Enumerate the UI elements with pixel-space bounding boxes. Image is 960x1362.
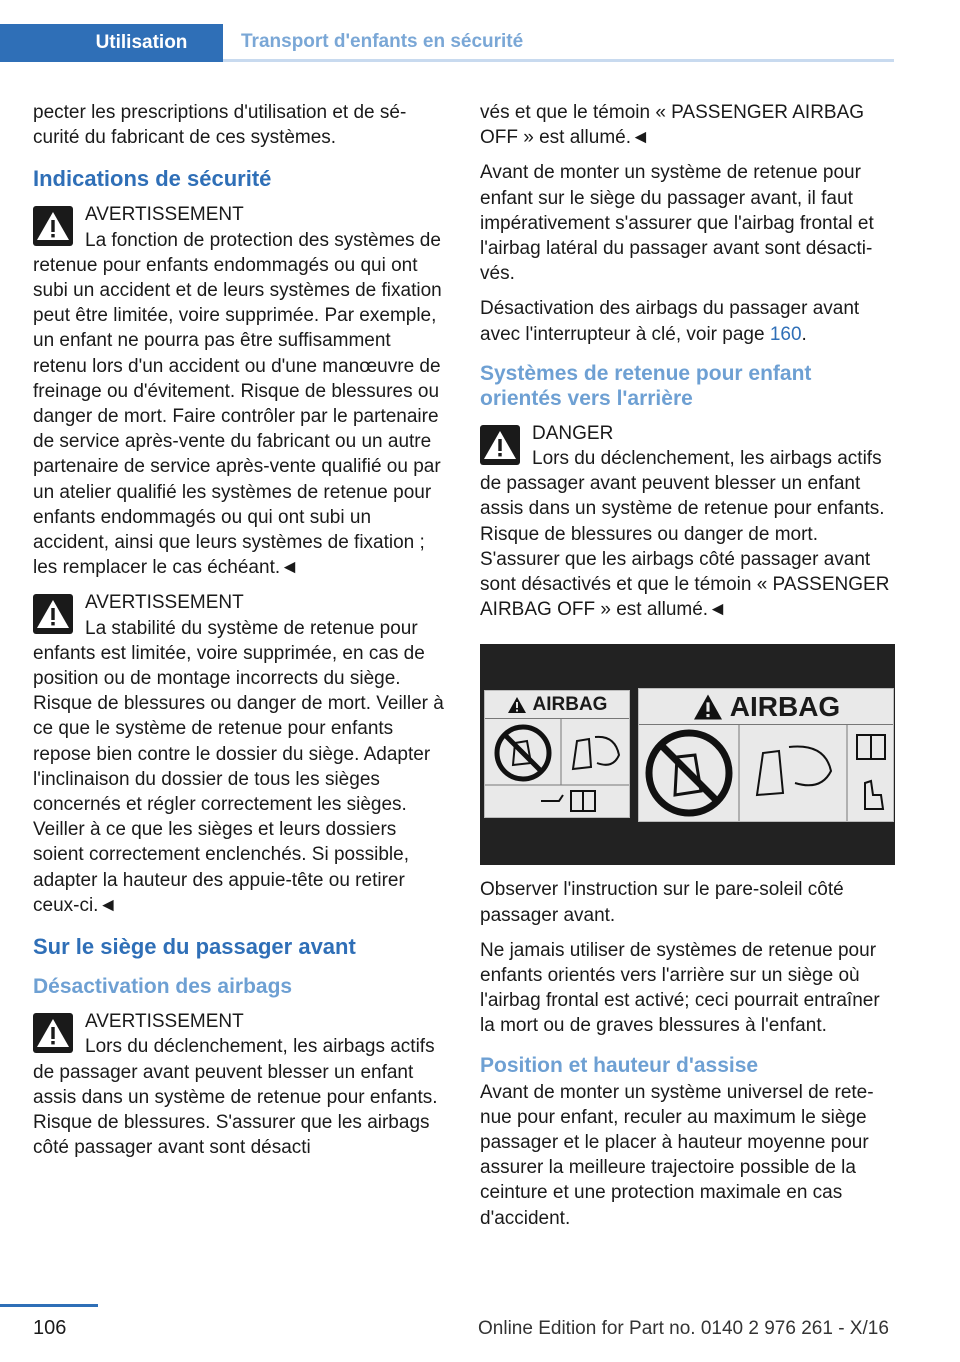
warning-block-2 (33, 590, 445, 918)
warning-triangle-icon (33, 594, 73, 634)
page-number: 106 (33, 1317, 67, 1339)
edition-text: Online Edition for Part no. 0140 2 976 261 - X/16 (478, 1318, 889, 1339)
paragraph-never-use: Ne jamais utiliser de systèmes de retenue pour enfants orientés vers l'arrière sur un siège où l'airbag frontal est activé; ceci pourrait entraîner la mort ou de graves blessures à l'enfant. (480, 939, 880, 1037)
danger-block (480, 421, 896, 623)
warning-triangle-icon (33, 206, 73, 246)
warning-title: AVERTISSEMENT (85, 592, 244, 614)
heading-seat-position: Position et hauteur d'assise (480, 1053, 759, 1077)
footer-rule (0, 1304, 98, 1307)
airbag-label-small (484, 690, 630, 818)
warning-text: La fonction de protection des systèmes de retenue pour enfants endommagés ou qui ont subi un accident et de leurs systèmes de fixation peut être limitée, voire supprimée. Par exemple, un enfant ne pourra pas être suffisamment retenu lors d'un accident ou d'une manœuvre de freinage ou d'évitement. Risque de blessures ou danger de mort. Faire contrôler par le partenaire de service après-vente du fabricant ou un autre partenaire de service après-vente qualifié ou par un atelier qualifié les systèmes de retenue pour enfants endommagés ou qui ont subi un accident, ainsi que leurs systèmes de fixation ; les remplacer le cas échéant.◄ (33, 229, 442, 579)
warning-title: AVERTISSEMENT (85, 1011, 244, 1033)
warning-block-1 (33, 202, 445, 580)
airbag-label-image (480, 644, 895, 865)
warning-text: Lors du déclenchement, les airbags actifs de passager avant peuvent blesser un enfant assis dans un système de retenue pour enfants. Risque de blessures. S'assurer que les airbags côté passager avant sont désacti (33, 1036, 438, 1159)
danger-text: Lors du déclenchement, les airbags actifs de passager avant peuvent blesser un enfant assis dans un système de retenue pour enfants. Risque de blessures ou danger de mort. S'assurer que les airbags côté passager avant sont désactivés et que le témoin « PASSENGER AIRBAG OFF » est allumé.◄ (480, 448, 890, 621)
section-tab-utilisation[interactable]: Utilisation (0, 24, 223, 62)
airbag-pictogram (639, 725, 893, 821)
airbag-label-text: AIRBAG (532, 694, 608, 716)
continued-paragraph: vés et que le témoin « PASSENGER AIRBAG OFF » est allumé.◄ (480, 102, 865, 149)
page-header (0, 24, 894, 62)
heading-safety: Indications de sécurité (33, 166, 272, 192)
warning-text: La stabilité du système de retenue pour enfants est limitée, voire supprimée, en cas de position ou de montage incorrects du siège. Risque de blessures ou danger de mort. Veiller à ce que le système de retenue pour enfants repose bien contre le dossier du siège. Adapter l'inclinaison du dossier de tous les sièges concernés et régler correctement les sièges. Veiller à ce que les sièges et leurs dossiers soient correctement enclenchés. Si possible, adapter la hauteur des appuie-tête ou retirer ceux-ci.◄ (33, 617, 444, 916)
paragraph-before-mounting: Avant de monter un système de retenue pour enfant sur le siège du passager avant, il faut impérativement s'assurer que l'airbag frontal et l'airbag latéral du passager avant sont désactivés. (480, 162, 874, 285)
left-column (33, 100, 445, 1170)
paragraph-seat-position: Avant de monter un système universel de retenue pour enfant, reculer au maximum le siège passager et le placer à hauteur moyenne pour assurer la meilleure trajectoire possible de la ceinture et une protection maximale en cas d'accident. (480, 1081, 874, 1229)
heading-rear-facing: Systèmes de retenue pour enfant orientés vers l'arrière (480, 361, 812, 410)
danger-title: DANGER (532, 422, 614, 444)
warning-block-3 (33, 1009, 445, 1160)
warning-triangle-icon (33, 1013, 73, 1053)
warning-triangle-icon (480, 425, 520, 465)
warning-triangle-icon (507, 696, 527, 714)
warning-triangle-icon (692, 693, 724, 721)
section-tab-transport[interactable]: Transport d'enfants en sécurité (223, 24, 894, 62)
paragraph-sun-visor: Observer l'instruction sur le pare-soleil côté passager avant. (480, 879, 844, 926)
heading-front-seat: Sur le siège du passager avant (33, 934, 356, 960)
airbag-label-text: AIRBAG (729, 691, 841, 723)
page-link[interactable]: 160 (769, 323, 802, 345)
warning-title: AVERTISSEMENT (85, 204, 244, 226)
airbag-label-big (638, 688, 894, 822)
intro-paragraph: pecter les prescriptions d'utilisation et de sécurité du fabricant de ces systèmes. (33, 102, 407, 149)
airbag-pictogram (485, 719, 629, 817)
right-column (480, 100, 896, 1241)
paragraph-key-switch: Désactivation des airbags du passager avant avec l'interrupteur à clé, voir page 160. (480, 298, 860, 345)
heading-deactivation: Désactivation des airbags (33, 975, 293, 999)
